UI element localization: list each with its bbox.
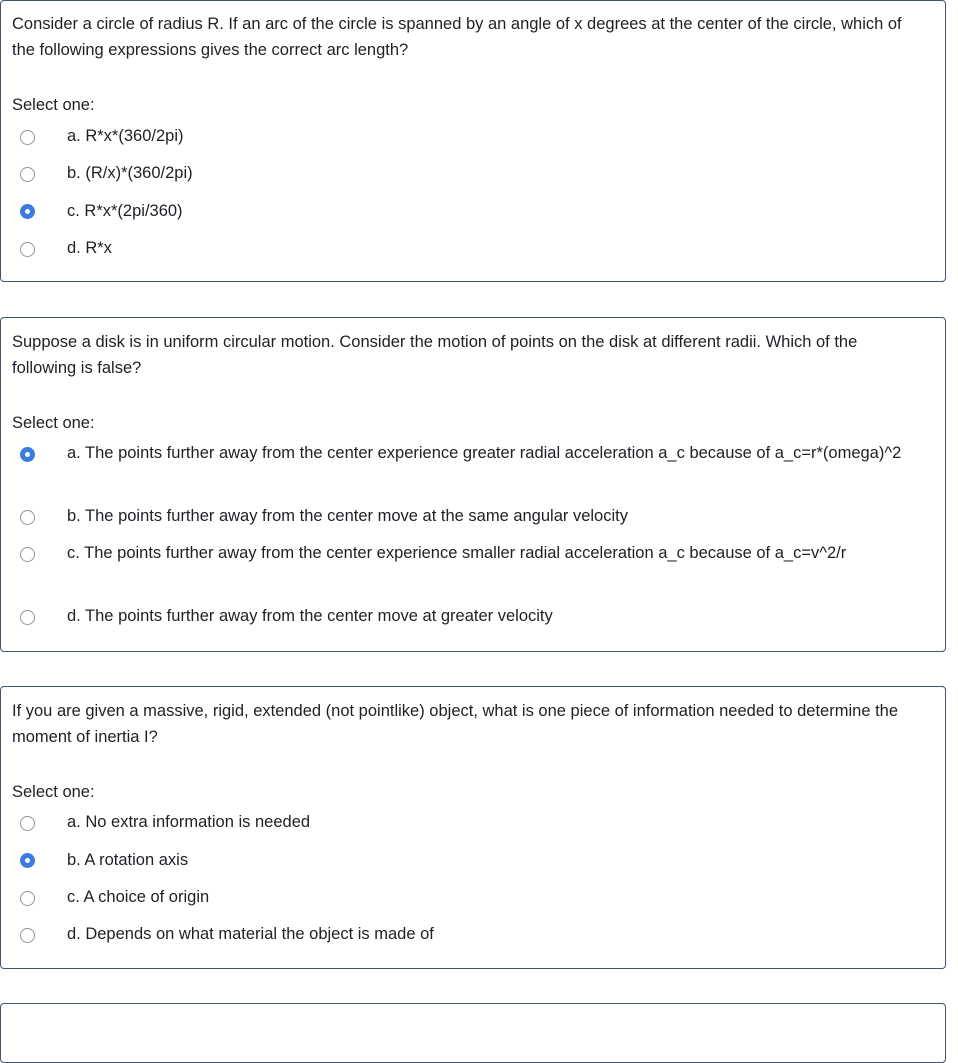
- select-one-prompt: Select one:: [12, 414, 95, 432]
- question-card-3: [0, 686, 946, 969]
- option-label[interactable]: b. A rotation axis: [67, 851, 189, 869]
- option-label[interactable]: c. R*x*(2pi/360): [67, 202, 183, 220]
- option-label[interactable]: a. The points further away from the center experience greater radial acceleration a_c because of a_c=r*(omega)^2: [67, 444, 902, 462]
- radio-button[interactable]: [20, 891, 35, 906]
- option-label[interactable]: d. The points further away from the center move at greater velocity: [67, 607, 553, 625]
- radio-button[interactable]: [20, 610, 35, 625]
- radio-button[interactable]: [20, 242, 35, 257]
- radio-button[interactable]: [20, 816, 35, 831]
- option-label[interactable]: d. R*x: [67, 239, 112, 257]
- option-label[interactable]: c. A choice of origin: [67, 888, 210, 906]
- radio-button-selected[interactable]: [20, 204, 35, 219]
- option-label[interactable]: c. The points further away from the center experience smaller radial acceleration a_c because of a_c=v^2/r: [67, 544, 847, 562]
- select-one-prompt: Select one:: [12, 96, 95, 114]
- question-text: If you are given a massive, rigid, extended (not pointlike) object, what is one piece of information needed to determine the moment of inertia I?: [12, 702, 899, 746]
- radio-button[interactable]: [20, 130, 35, 145]
- radio-button[interactable]: [20, 547, 35, 562]
- question-card-2: [0, 317, 946, 652]
- radio-button[interactable]: [20, 167, 35, 182]
- question-text: Consider a circle of radius R. If an arc of the circle is spanned by an angle of x degrees at the center of the circle, which of the following expressions gives the correct arc length?: [12, 15, 902, 59]
- radio-button-selected[interactable]: [20, 853, 35, 868]
- question-card-4: [0, 1003, 946, 1063]
- question-text: Suppose a disk is in uniform circular motion. Consider the motion of points on the disk at different radii. Which of the following is false?: [12, 333, 858, 377]
- select-one-prompt: Select one:: [12, 783, 95, 801]
- radio-button[interactable]: [20, 928, 35, 943]
- option-label[interactable]: a. R*x*(360/2pi): [67, 127, 184, 145]
- option-label[interactable]: b. The points further away from the center move at the same angular velocity: [67, 507, 628, 525]
- question-card-1: [0, 0, 946, 282]
- option-label[interactable]: b. (R/x)*(360/2pi): [67, 164, 193, 182]
- radio-button-selected[interactable]: [20, 447, 35, 462]
- option-label[interactable]: d. Depends on what material the object is made of: [67, 925, 434, 943]
- option-label[interactable]: a. No extra information is needed: [67, 813, 311, 831]
- radio-button[interactable]: [20, 510, 35, 525]
